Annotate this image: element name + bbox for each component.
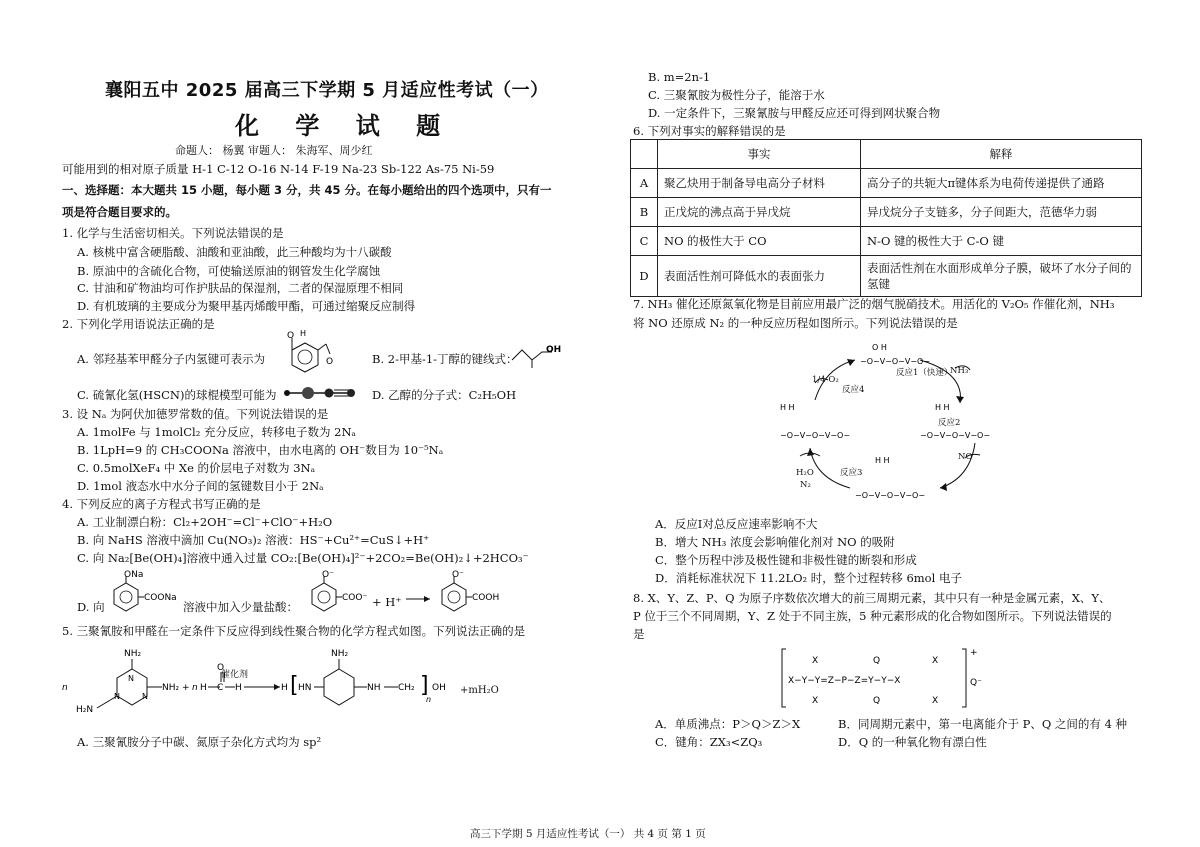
question-5: 5. 三聚氰胺和甲醛在一定条件下反应得到线性聚合物的化学方程式如图。下列说法正确的是 (62, 624, 526, 638)
table-row (631, 169, 1142, 198)
q7-option-c: C．整个历程中涉及极性键和非极性键的断裂和形成 (655, 553, 917, 567)
svg-text:−O−V−O−V−O−: −O−V−O−V−O− (860, 357, 931, 366)
salicylic-phenoxide-structure (430, 568, 510, 618)
svg-text:X: X (932, 656, 939, 666)
svg-text:OH: OH (432, 683, 446, 693)
section-heading: 一、选择题：本大题共 15 小题，每小题 3 分，共 45 分。在每小题给出的四个选项中，只有一 (62, 183, 552, 197)
svg-text:NH₂: NH₂ (124, 649, 142, 659)
table-cell: 表面活性剂可降低水的表面张力 (658, 256, 861, 297)
q2-option-b: B. 2-甲基-1-丁醇的键线式： (372, 352, 518, 366)
svg-text:[: [ (290, 673, 299, 698)
salicylaldehyde-structure (270, 330, 335, 385)
table-cell: 异戊烷分子支链多，分子间距大，范德华力弱 (861, 198, 1142, 227)
svg-text:Q: Q (873, 696, 881, 706)
svg-text:C: C (217, 683, 224, 693)
svg-text:O: O (287, 331, 295, 341)
q8-option-c: C．键角：ZX₃<ZQ₃ (655, 735, 763, 749)
question-1: 1. 化学与生活密切相关。下列说法错误的是 (62, 226, 284, 240)
q5-option-c: C. 三聚氰胺为极性分子，能溶于水 (648, 88, 825, 102)
q8-option-d: D．Q 的一种氧化物有漂白性 (838, 735, 987, 749)
svg-text:H: H (300, 330, 307, 338)
q7-option-a: A．反应Ⅰ对总反应速率影响不大 (655, 517, 818, 531)
exam-title: 襄阳五中 2025 届高三下学期 5 月适应性考试（一） (105, 80, 549, 101)
q2-option-d: D. 乙醇的分子式：C₂H₅OH (372, 388, 517, 402)
svg-text:O: O (326, 357, 334, 367)
svg-text:O⁻: O⁻ (322, 570, 334, 580)
q6-table (630, 139, 1142, 297)
q4-option-d-prefix: D. 向 (77, 600, 105, 614)
svg-text:−O−V−O−V−O−: −O−V−O−V−O− (780, 431, 851, 440)
question-6: 6. 下列对事实的解释错误的是 (633, 124, 786, 138)
table-cell: 正戊烷的沸点高于异戊烷 (658, 198, 861, 227)
plus-h-ion: + H⁺ (372, 595, 402, 609)
q4-option-b: B. 向 NaHS 溶液中滴加 Cu(NO₃)₂ 溶液：HS⁻+Cu²⁺=CuS↓+H⁺ (77, 533, 430, 547)
table-cell: NO 的极性大于 CO (658, 227, 861, 256)
q8-option-b: B．同周期元素中，第一电离能介于 P、Q 之间的有 4 种 (838, 717, 1128, 731)
svg-text:COOH: COOH (472, 593, 500, 603)
q1-option-d: D. 有机玻璃的主要成分为聚甲基丙烯酸甲酯，可通过缩聚反应制得 (77, 299, 416, 313)
water-byproduct: +mH₂O (460, 685, 499, 696)
q1-option-c: C. 甘油和矿物油均可作护肤品的保湿剂，二者的保湿原理不相同 (77, 281, 404, 295)
svg-text:Q⁻: Q⁻ (970, 678, 982, 688)
svg-text:X: X (932, 696, 939, 706)
svg-text:O⁻: O⁻ (452, 570, 464, 580)
q1-option-a: A. 核桃中富含硬脂酸、油酸和亚油酸，此三种酸均为十八碳酸 (77, 245, 392, 259)
reaction3-label: 反应3 (840, 468, 863, 478)
svg-text:−O−V−O−V−O−: −O−V−O−V−O− (920, 431, 991, 440)
reaction4-label: 反应4 (842, 385, 865, 395)
table-header-cell: 解释 (861, 140, 1142, 169)
table-cell: C (631, 227, 658, 256)
q5-option-a: A. 三聚氰胺分子中碳、氮原子杂化方式均为 sp² (77, 735, 322, 749)
svg-text:H₂N: H₂N (76, 705, 94, 715)
section-heading-cont: 项是符合题目要求的。 (62, 205, 177, 219)
table-header-cell: 事实 (658, 140, 861, 169)
svg-text:H: H (235, 683, 242, 693)
svg-text:N: N (142, 692, 148, 701)
q1-option-b: B. 原油中的含硫化合物，可使输送原油的钢管发生化学腐蚀 (77, 264, 381, 278)
q7-option-b: B．增大 NH₃ 浓度会影响催化剂对 NO 的吸附 (655, 535, 895, 549)
svg-text:+: + (970, 648, 978, 658)
svg-text:H H: H H (875, 456, 890, 465)
svg-text:HN: HN (298, 683, 312, 693)
table-row (631, 227, 1142, 256)
methylbutanol-skeletal (510, 342, 565, 370)
question-2: 2. 下列化学用语说法正确的是 (62, 317, 215, 331)
q3-option-d: D. 1mol 液态水中水分子间的氢键数目小于 2Nₐ (77, 479, 324, 493)
no-label: NO (958, 452, 973, 462)
svg-text:Q: Q (873, 656, 881, 666)
subject-title: 化 学 试 题 (235, 112, 455, 140)
reaction1-label: 反应1（快速） (896, 368, 953, 378)
q8-option-a: A．单质沸点：P＞Q＞Z＞X (655, 717, 801, 731)
svg-text:n: n (426, 695, 432, 704)
svg-text:COONa: COONa (144, 593, 177, 603)
table-header-cell (631, 140, 658, 169)
svg-text:]: ] (420, 673, 429, 698)
catalyst-label: 催化剂 (221, 670, 249, 680)
salicylate-anion-structure (300, 568, 370, 618)
table-row (631, 198, 1142, 227)
authors-line: 命题人： 杨翼 审题人： 朱海军、周少红 (175, 144, 373, 157)
svg-text:CH₂: CH₂ (398, 683, 415, 693)
svg-text:H: H (200, 683, 207, 693)
svg-text:H H: H H (780, 403, 795, 412)
svg-text:X: X (812, 656, 819, 666)
svg-text:N: N (114, 692, 120, 701)
table-cell: D (631, 256, 658, 297)
sodium-salicylate-structure (100, 568, 180, 618)
table-cell: N-O 键的极性大于 C-O 键 (861, 227, 1142, 256)
n2-label: N₂ (800, 480, 811, 490)
q3-option-a: A. 1molFe 与 1molCl₂ 充分反应，转移电子数为 2Nₐ (77, 425, 356, 439)
question-8-end: 是 (633, 627, 645, 641)
q2-option-c: C. 硫氰化氢(HSCN)的球棍模型可能为 (77, 388, 277, 402)
q3-option-c: C. 0.5molXeF₄ 中 Xe 的价层电子对数为 3Nₐ (77, 461, 316, 475)
h2o-label: H₂O (796, 468, 814, 478)
svg-text:COO⁻: COO⁻ (342, 593, 368, 603)
svg-text:X−Y−Y=Z−P−Z=Y−Y−X: X−Y−Y=Z−P−Z=Y−Y−X (788, 676, 901, 686)
svg-text:NH: NH (367, 683, 381, 693)
q5-option-b: B. m=2n-1 (648, 70, 711, 84)
question-8-cont: P 位于三个不同周期，Y、Z 处于不同主族，5 种元素形成的化合物如图所示。下列说法错误的 (633, 609, 1112, 623)
question-3: 3. 设 Nₐ 为阿伏加德罗常数的值。下列说法错误的是 (62, 407, 329, 421)
q3-option-b: B. 1LpH=9 的 CH₃COONa 溶液中，由水电离的 OH⁻数目为 10⁻⁵Nₐ (77, 443, 444, 457)
atomic-masses: 可能用到的相对原子质量 H-1 C-12 O-16 N-14 F-19 Na-23 Sb-122 As-75 Ni-59 (62, 162, 495, 176)
table-cell: 高分子的共轭大π键体系为电荷传递提供了通路 (861, 169, 1142, 198)
svg-text:OH: OH (546, 345, 562, 355)
o2-label: 1/4 O₂ (812, 375, 839, 385)
svg-text:n: n (62, 683, 68, 693)
svg-text:H H: H H (935, 403, 950, 412)
svg-text:N: N (128, 674, 134, 683)
svg-text:O H: O H (872, 343, 887, 352)
svg-text:O: O (217, 663, 225, 673)
svg-text:H: H (281, 683, 288, 693)
table-row (631, 256, 1142, 297)
question-7-cont: 将 NO 还原成 N₂ 的一种反应历程如图所示。下列说法错误的是 (633, 316, 958, 330)
table-cell: B (631, 198, 658, 227)
q4-option-d-mid: 溶液中加入少量盐酸： (183, 600, 298, 614)
q7-option-d: D．消耗标准状况下 11.2LO₂ 时，整个过程转移 6mol 电子 (655, 571, 962, 585)
page-footer: 高三下学期 5 月适应性考试（一） 共 4 页 第 1 页 (470, 828, 706, 840)
q4-option-c: C. 向 Na₂[Be(OH)₄]溶液中通入过量 CO₂:[Be(OH)₄]²⁻+2CO₂=Be(OH)₂↓+2HCO₃⁻ (77, 551, 529, 565)
question-4: 4. 下列反应的离子方程式书写正确的是 (62, 497, 261, 511)
svg-text:−O−V−O−V−O−: −O−V−O−V−O− (855, 491, 926, 500)
catalytic-cycle-diagram (780, 338, 1010, 510)
svg-text:X: X (812, 696, 819, 706)
table-cell: A (631, 169, 658, 198)
compound-structure (780, 645, 990, 713)
question-8: 8. X、Y、Z、P、Q 为原子序数依次增大的前三周期元素，其中只有一种是金属元素，X、Y、 (633, 591, 1111, 605)
nh3-label: NH₃ (950, 366, 969, 376)
table-header-row (631, 140, 1142, 169)
table-cell: 表面活性剂在水面形成单分子膜，破坏了水分子间的氢键 (861, 256, 1142, 297)
melamine-polymer-equation (62, 642, 572, 722)
hscn-ball-stick-model (282, 383, 357, 403)
svg-text:n: n (192, 683, 198, 693)
q4-option-a: A. 工业制漂白粉：Cl₂+2OH⁻=Cl⁻+ClO⁻+H₂O (77, 515, 333, 529)
svg-text:NH₂: NH₂ (331, 649, 349, 659)
table-cell: 聚乙炔用于制备导电高分子材料 (658, 169, 861, 198)
reaction2-label: 反应2 (938, 418, 961, 428)
q2-option-a: A. 邻羟基苯甲醛分子内氢键可表示为 (77, 352, 266, 366)
svg-text:NH₂ +: NH₂ + (162, 683, 190, 693)
svg-text:ONa: ONa (124, 570, 144, 580)
question-7: 7. NH₃ 催化还原氮氧化物是目前应用最广泛的烟气脱硝技术。用活化的 V₂O₅ 作催化剂，NH₃ (633, 297, 1115, 311)
q5-option-d: D. 一定条件下，三聚氰胺与甲醛反应还可得到网状聚合物 (648, 106, 941, 120)
